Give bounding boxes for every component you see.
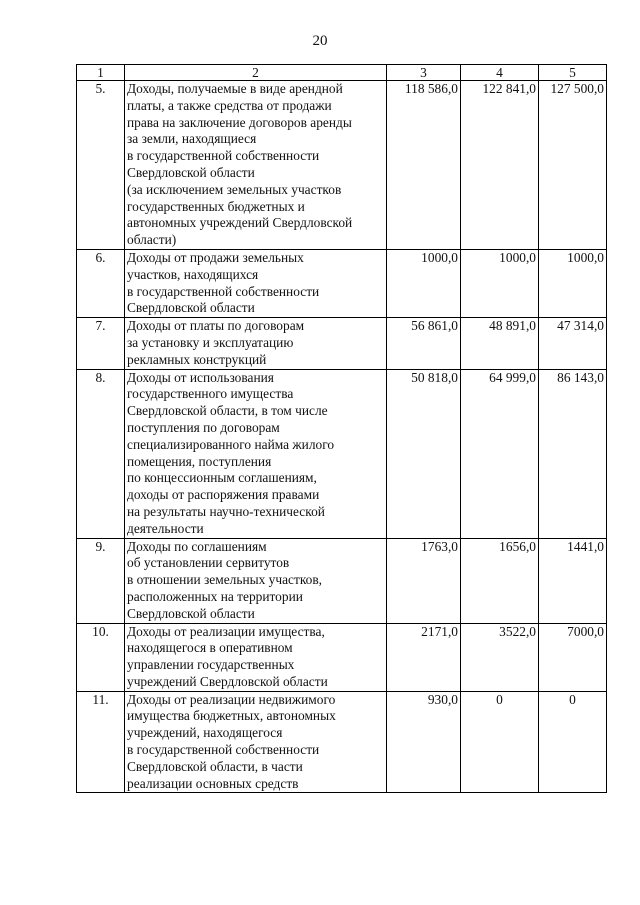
row-description: Доходы от платы по договорам за установку и эксплуатацию рекламных конструкций — [125, 318, 387, 369]
value-col-5: 86 143,0 — [539, 369, 607, 538]
value-col-3: 930,0 — [387, 691, 461, 793]
row-description: Доходы по соглашениям об установлении сервитутов в отношении земельных участков, расположенных на территории Свердловской области — [125, 538, 387, 623]
row-description: Доходы, получаемые в виде арендной платы, а также средства от продажи права на заключение договоров аренды за земли, находящиеся в государственной собственности Свердловской области (за исключением земельных участков государственных бюджетных и автономных учреждений Свердловской области) — [125, 81, 387, 250]
row-number: 9. — [77, 538, 125, 623]
value-col-3: 50 818,0 — [387, 369, 461, 538]
column-header-4: 4 — [461, 65, 539, 81]
row-number: 6. — [77, 249, 125, 317]
column-header-3: 3 — [387, 65, 461, 81]
value-col-5: 0 — [539, 691, 607, 793]
row-number: 10. — [77, 623, 125, 691]
table-row — [77, 369, 607, 538]
value-col-5: 7000,0 — [539, 623, 607, 691]
column-header-1: 1 — [77, 65, 125, 81]
row-description: Доходы от использования государственного имущества Свердловской области, в том числе поступления по договорам специализированного найма жилого помещения, поступления по концессионным соглашениям, доходы от распоряжения правами на результаты научно-технической деятельности — [125, 369, 387, 538]
table-row — [77, 691, 607, 793]
row-number: 8. — [77, 369, 125, 538]
value-col-5: 127 500,0 — [539, 81, 607, 250]
value-col-4: 48 891,0 — [461, 318, 539, 369]
value-col-4: 3522,0 — [461, 623, 539, 691]
row-number: 11. — [77, 691, 125, 793]
row-number: 5. — [77, 81, 125, 250]
value-col-4: 1656,0 — [461, 538, 539, 623]
table-row — [77, 318, 607, 369]
page-number: 20 — [312, 33, 328, 49]
column-header-5: 5 — [539, 65, 607, 81]
value-col-5: 1441,0 — [539, 538, 607, 623]
value-col-4: 64 999,0 — [461, 369, 539, 538]
table-row — [77, 81, 607, 250]
row-number: 7. — [77, 318, 125, 369]
value-col-4: 122 841,0 — [461, 81, 539, 250]
value-col-5: 47 314,0 — [539, 318, 607, 369]
row-description: Доходы от продажи земельных участков, находящихся в государственной собственности Свердловской области — [125, 249, 387, 317]
table-row — [77, 623, 607, 691]
value-col-4: 1000,0 — [461, 249, 539, 317]
table-row — [77, 538, 607, 623]
value-col-3: 2171,0 — [387, 623, 461, 691]
value-col-3: 56 861,0 — [387, 318, 461, 369]
value-col-5: 1000,0 — [539, 249, 607, 317]
table-header-row — [77, 65, 607, 81]
value-col-3: 1763,0 — [387, 538, 461, 623]
row-description: Доходы от реализации имущества, находящегося в оперативном управлении государственных учреждений Свердловской области — [125, 623, 387, 691]
column-header-2: 2 — [125, 65, 387, 81]
value-col-3: 1000,0 — [387, 249, 461, 317]
revenue-table — [76, 64, 607, 793]
value-col-3: 118 586,0 — [387, 81, 461, 250]
table-row — [77, 249, 607, 317]
value-col-4: 0 — [461, 691, 539, 793]
row-description: Доходы от реализации недвижимого имущества бюджетных, автономных учреждений, находящегося в государственной собственности Свердловской области, в части реализации основных средств — [125, 691, 387, 793]
